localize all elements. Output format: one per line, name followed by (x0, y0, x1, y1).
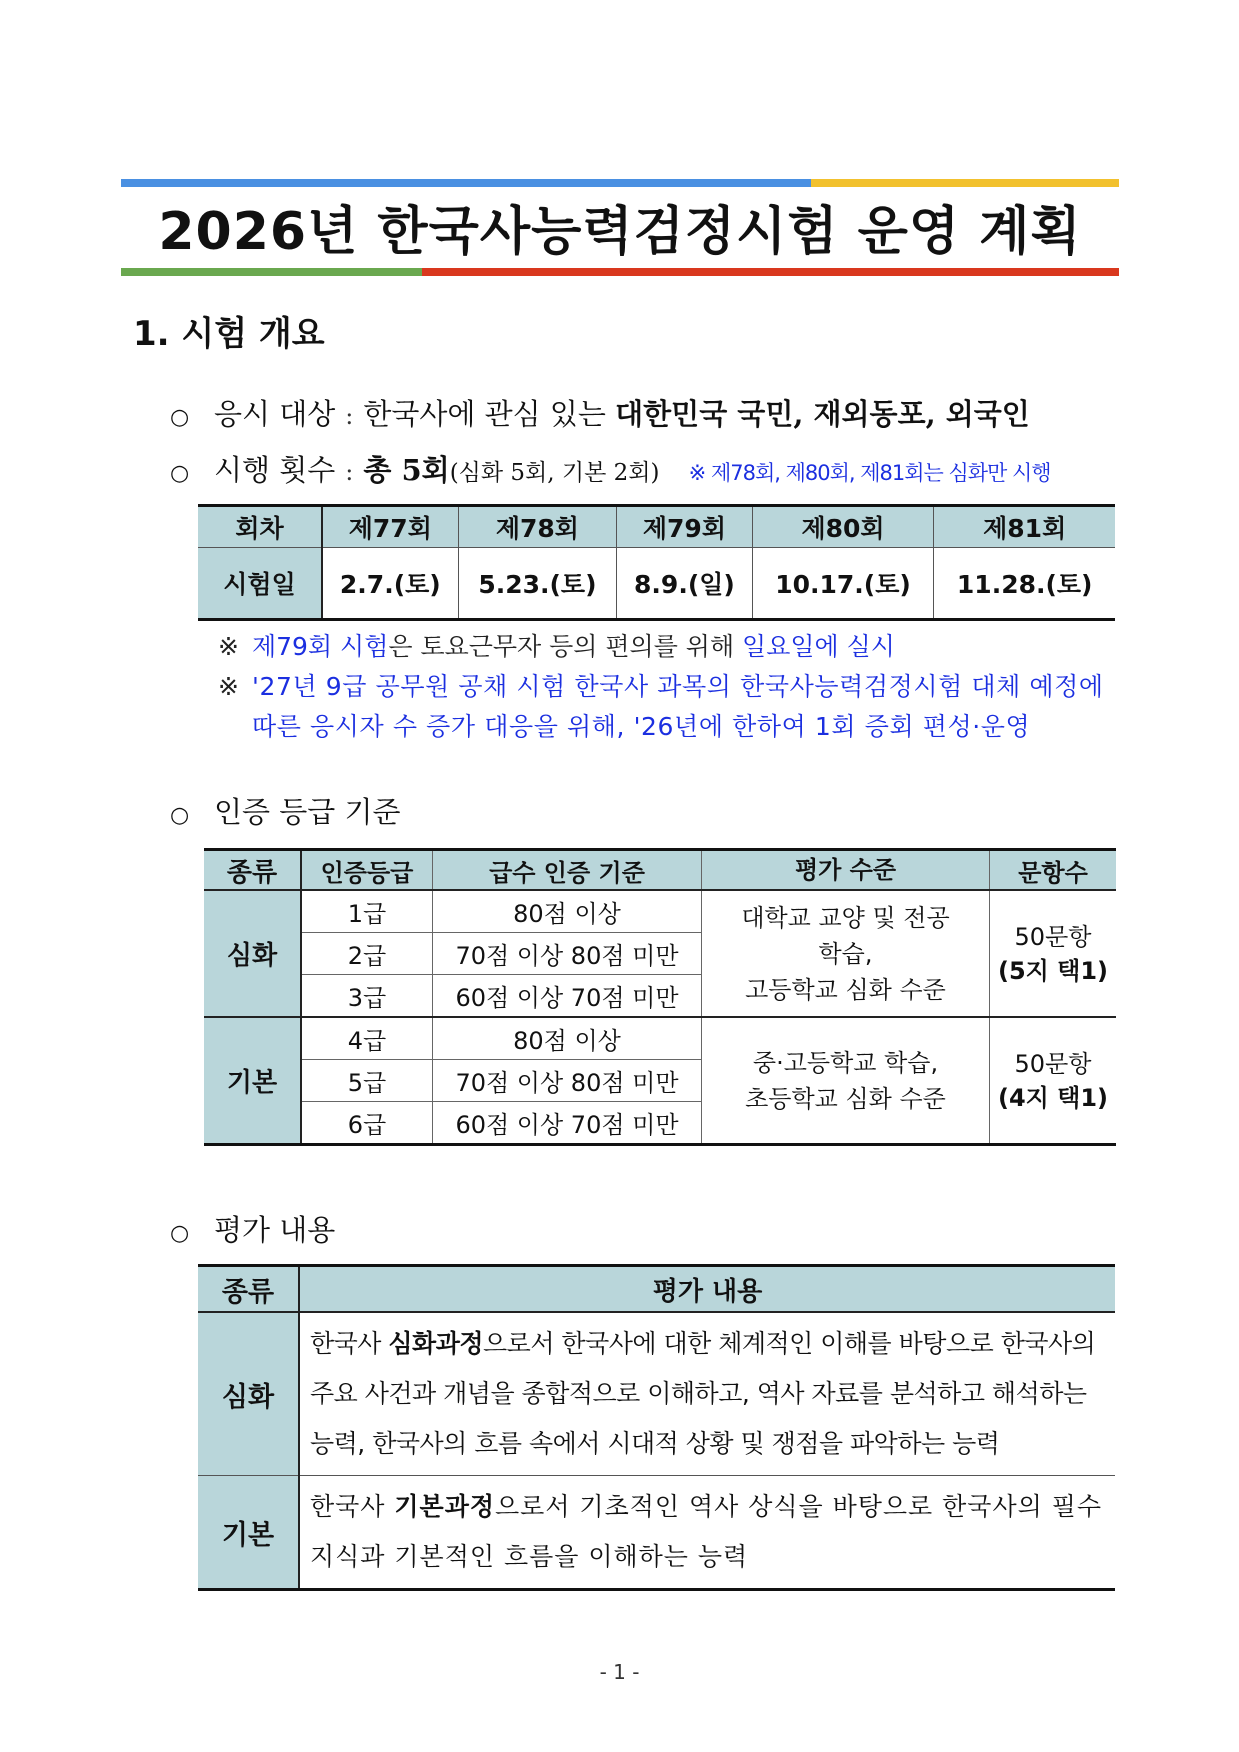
schedule-header-cell: 제81회 (934, 506, 1115, 548)
schedule-header-cell: 제77회 (322, 506, 458, 548)
content-text-bold: 심화과정 (388, 1329, 484, 1358)
note-extra-line1: '27년 9급 공무원 공채 시험 한국사 과목의 한국사능력검정시험 대체 예정에 (252, 672, 1104, 701)
content-text-pre: 한국사 (310, 1492, 395, 1521)
count-label: 시행 횟수 (214, 453, 336, 487)
grade-header-cell: 종류 (204, 850, 301, 891)
grade-section-label: 인증 등급 기준 (214, 795, 401, 829)
section-heading: 1. 시험 개요 (133, 314, 325, 354)
grade-level-cell: 5급 (301, 1060, 433, 1102)
title-bar-top-blue (121, 179, 811, 187)
content-section-label: 평가 내용 (214, 1213, 336, 1247)
grade-criteria-cell: 80점 이상 (433, 890, 702, 933)
note-sunday-emphasis: 일요일에 실시 (742, 632, 895, 661)
eval-line: 고등학교 심화 수준 (745, 975, 946, 1004)
grade-criteria-cell: 70점 이상 80점 미만 (433, 933, 702, 975)
content-text-bold: 기본과정 (394, 1492, 496, 1521)
items-format: (5지 택1) (997, 956, 1109, 985)
grade-level-cell: 2급 (301, 933, 433, 975)
grade-items-basic (990, 1017, 1117, 1145)
grade-eval-advanced (702, 890, 990, 1017)
schedule-header-row (198, 506, 1115, 548)
note-extra-line2: 따른 응시자 수 증가 대응을 위해, '26년에 한하여 1회 증회 편성·운영 (252, 712, 1031, 741)
eval-line: 학습, (818, 939, 873, 968)
schedule-date-cell: 10.17.(토) (752, 548, 934, 620)
note-extra-session-cont (252, 707, 1030, 747)
grade-table (204, 848, 1116, 1146)
content-table (198, 1264, 1115, 1591)
grade-level-cell: 1급 (301, 890, 433, 933)
schedule-date-cell: 2.7.(토) (322, 548, 458, 620)
target-label: 응시 대상 (214, 397, 336, 431)
grade-kind-basic: 기본 (204, 1017, 301, 1145)
grade-criteria-cell: 60점 이상 70점 미만 (433, 1102, 702, 1145)
grade-header-row (204, 850, 1116, 891)
bullet-target (170, 392, 1030, 440)
grade-header-cell: 인증등급 (301, 850, 433, 891)
title-bar-top-yellow (811, 179, 1119, 187)
schedule-date-cell: 11.28.(토) (934, 548, 1115, 620)
target-text: 한국사에 관심 있는 (363, 397, 616, 431)
grade-criteria-cell: 60점 이상 70점 미만 (433, 975, 702, 1018)
target-text-bold: 대한민국 국민, 재외동포, 외국인 (615, 397, 1030, 431)
schedule-table (198, 504, 1115, 621)
grade-header-cell: 급수 인증 기준 (433, 850, 702, 891)
circle-bullet-icon: ○ (170, 1221, 190, 1246)
title-bar-bottom-red (422, 268, 1119, 276)
content-header-row (198, 1266, 1115, 1313)
note-extra-session (218, 667, 1104, 707)
schedule-header-cell: 제78회 (458, 506, 617, 548)
content-text-post: 으로서 한국사에 대한 체계적인 이해를 바탕으로 한국사의 주요 사건과 개념을 종합적으로 이해하고, 역사 자료를 분석하고 해석하는 능력, 한국사의 흐름 속에서 시대적 상황 및 쟁점을 파악하는 능력 (310, 1329, 1096, 1458)
count-note: ※ 제78회, 제80회, 제81회는 심화만 시행 (688, 461, 1051, 485)
eval-line: 대학교 교양 및 전공 (741, 903, 950, 932)
content-body-basic (299, 1476, 1115, 1590)
items-count: 50문항 (1014, 922, 1092, 951)
page-title: 2026년 한국사능력검정시험 운영 계획 (158, 202, 1082, 262)
circle-bullet-icon: ○ (170, 405, 190, 430)
bullet-count (170, 448, 1051, 496)
title-bar-bottom-green (121, 268, 422, 276)
note-sunday-text: 은 토요근무자 등의 편의를 위해 (388, 632, 743, 661)
page-number: - 1 - (599, 1660, 640, 1684)
items-count: 50문항 (1014, 1049, 1092, 1078)
circle-bullet-icon: ○ (170, 803, 190, 828)
content-text-post: 으로서 기초적인 역사 상식을 바탕으로 한국사의 필수 지식과 기본적인 흐름을 이해하는 능력 (310, 1492, 1102, 1571)
content-header-cell: 평가 내용 (299, 1266, 1115, 1313)
schedule-header-cell: 제79회 (617, 506, 752, 548)
schedule-date-cell: 5.23.(토) (458, 548, 617, 620)
note-sunday (218, 627, 895, 667)
target-separator: : (345, 402, 354, 430)
grade-criteria-cell: 70점 이상 80점 미만 (433, 1060, 702, 1102)
grade-header-cell: 평가 수준 (702, 850, 990, 891)
grade-level-cell: 3급 (301, 975, 433, 1018)
items-format: (4지 택1) (997, 1083, 1109, 1112)
schedule-header-cell: 제80회 (752, 506, 934, 548)
eval-line: 중·고등학교 학습, (752, 1048, 939, 1077)
schedule-row-label: 시험일 (198, 548, 322, 620)
grade-header-cell: 문항수 (990, 850, 1117, 891)
note-ref-mark: ※ (218, 672, 239, 701)
circle-bullet-icon: ○ (170, 461, 190, 486)
content-kind-basic: 기본 (198, 1476, 299, 1590)
note-ref-mark: ※ (218, 632, 239, 661)
schedule-header-cell: 회차 (198, 506, 322, 548)
count-breakdown: (심화 5회, 기본 2회) (449, 460, 660, 486)
content-text-pre: 한국사 (310, 1329, 389, 1358)
content-kind-advanced: 심화 (198, 1312, 299, 1476)
grade-kind-advanced: 심화 (204, 890, 301, 1017)
grade-criteria-cell: 80점 이상 (433, 1017, 702, 1060)
schedule-date-row (198, 548, 1115, 620)
content-row (198, 1476, 1115, 1590)
bullet-grade (170, 790, 401, 838)
bullet-content (170, 1208, 335, 1256)
eval-line: 초등학교 심화 수준 (745, 1084, 946, 1113)
grade-items-advanced (990, 890, 1117, 1017)
grade-eval-basic (702, 1017, 990, 1145)
grade-row (204, 1017, 1116, 1060)
grade-row (204, 890, 1116, 933)
content-row (198, 1312, 1115, 1476)
schedule-date-cell: 8.9.(일) (617, 548, 752, 620)
content-header-cell: 종류 (198, 1266, 299, 1313)
note-sunday-highlight: 제79회 시험 (252, 632, 389, 661)
count-total: 총 5회 (363, 453, 450, 487)
grade-level-cell: 6급 (301, 1102, 433, 1145)
count-separator: : (345, 458, 354, 486)
grade-level-cell: 4급 (301, 1017, 433, 1060)
content-body-advanced (299, 1312, 1115, 1476)
